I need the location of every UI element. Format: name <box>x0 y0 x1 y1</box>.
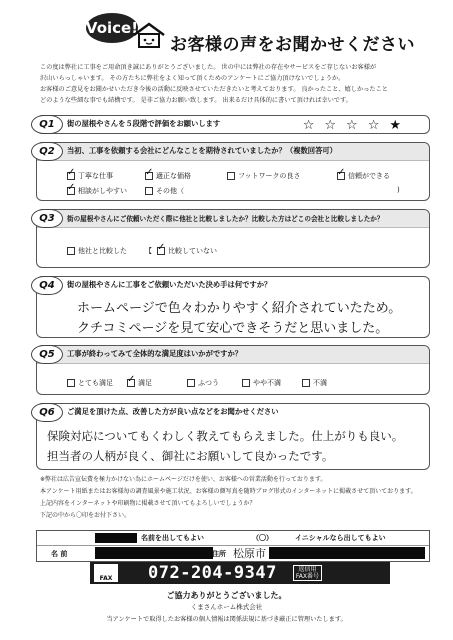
option-easy-consult[interactable]: ✓ 相談がしやすい <box>67 186 127 196</box>
fax-number[interactable]: 072-204-9347 <box>148 563 277 583</box>
question-number: Q5 <box>31 345 63 364</box>
footnote: 本アンケート用紙またはお客様毎の調査風景や施工状況、お客様の顔写真を随時ブログ形式のインターネットに掲載させて頂いております。 <box>40 488 417 495</box>
fax-tag: 返信用 FAX番号 <box>293 565 322 581</box>
question-text: 工事が終わってみて全体的な満足度はいかがですか？ <box>67 349 243 358</box>
option-slightly-dissatisfied[interactable]: やや不満 <box>242 378 281 388</box>
question-5 <box>36 345 430 395</box>
question-number: Q6 <box>31 403 63 422</box>
question-1 <box>36 115 430 134</box>
question-number: Q1 <box>31 115 63 134</box>
fax-icon: FAX <box>94 564 118 582</box>
checkbox[interactable] <box>302 379 310 387</box>
option-trust[interactable]: ✓ 信頼ができる <box>337 171 390 181</box>
checkbox[interactable] <box>67 187 75 195</box>
option-careful-work[interactable]: ✓ 丁寧な仕事 <box>67 171 113 181</box>
option-footwork[interactable]: フットワークの良さ <box>227 171 301 181</box>
question-text: 街の屋根やさんに工事をご依頼いただいた決め手は何ですか？ <box>67 280 272 289</box>
option-name-ok[interactable]: 名前を出してもよい <box>141 534 204 542</box>
privacy-notice: 当アンケートで取得したお客様の個人情報は関係法規に基づき厳正に管理いたします。 <box>106 616 347 623</box>
bracket: 【 <box>145 247 152 255</box>
checkbox[interactable] <box>67 379 75 387</box>
checkbox[interactable] <box>145 187 153 195</box>
footnote: ※弊社は広告宣伝費を極力かけない為にホームページだけを使い、お客様への営業活動を行っております。 <box>40 476 327 483</box>
question-text: 街の屋根やさんにご依頼いただく際に他社と比較しましたか？比較した方はどこの会社と比較しましたか？ <box>67 215 384 223</box>
initial-mark: （〇） <box>252 534 273 542</box>
handwritten-answer-line: 保険対応についてもくわしく教えてもらえました。仕上がりも良い。 <box>47 429 404 443</box>
question-2 <box>36 142 430 201</box>
question-text: 当初、工事を依頼する会社にどんなことを期待されていましたか？（複数回答可） <box>67 146 337 155</box>
option-dissatisfied[interactable]: 不満 <box>302 378 327 388</box>
fax-bar <box>90 562 390 584</box>
company-name: くまさんホーム株式会社 <box>190 603 263 611</box>
checkbox[interactable] <box>67 172 75 180</box>
star-rating[interactable] <box>303 118 411 133</box>
checkbox[interactable] <box>187 379 195 387</box>
house-icon <box>132 22 166 48</box>
checkbox[interactable] <box>227 172 235 180</box>
footnote: 上記内容をインターネットや印刷物に掲載させて頂いてもよろしいでしょうか？ <box>40 500 256 507</box>
checkbox[interactable] <box>67 247 75 255</box>
star-icon[interactable]: ☆ <box>367 118 390 133</box>
option-compared[interactable]: 他社と比較した <box>67 246 127 256</box>
voice-badge: Voice! <box>86 13 138 43</box>
handwritten-answer-line: クチコミページを見て安心できそうだと思いました。 <box>77 321 389 336</box>
name-label: 名 前 <box>51 550 68 558</box>
handwritten-answer-line: 担当者の人柄が良く、御社にお願いして良かったです。 <box>47 449 334 463</box>
checkbox[interactable] <box>127 379 135 387</box>
thanks-text: ご協力ありがとうございました。 <box>166 591 287 600</box>
redacted-address <box>269 547 425 559</box>
handwritten-answer-line: ホームページで色々わかりやすく紹介されていたため。 <box>77 301 402 316</box>
checkbox[interactable] <box>157 247 165 255</box>
option-not-compared[interactable]: ✓ 比較していない <box>157 246 217 256</box>
star-icon[interactable]: ☆ <box>302 118 325 133</box>
redacted-name <box>95 547 213 559</box>
checkbox[interactable] <box>145 172 153 180</box>
checkbox[interactable] <box>337 172 345 180</box>
option-initial-ok[interactable]: イニシャルなら出してもよい <box>295 534 386 542</box>
intro-text: この度は弊社に工事をご用命頂き誠にありがとうございました。 世の中には弊社の存在やサービスをご存じないお客様が 沢山いらっしゃいます。 その方たちに弊社をよく知って頂くためのアンケートにご協力頂けないでしょうか。 お客様のご意見をお聞かせいただき今後の活動に反映させていただきたいと考えております。 良かったこと、嬉しかったこと どのような些細な事でも結構です。 是非ご協力お願い致します。 出来るだけ具体的に書いて頂ければ幸いです。 <box>40 64 388 104</box>
consent-box <box>36 530 430 562</box>
option-other[interactable]: その他（ <box>145 186 184 196</box>
star-icon[interactable]: ★ <box>389 118 411 133</box>
question-text: ご満足を頂けた点、改善した方が良い点などをお聞かせください <box>67 407 279 416</box>
star-icon[interactable]: ☆ <box>324 118 347 133</box>
question-number: Q4 <box>31 276 63 295</box>
footnote: 下記の中から〇印をお付下さい。 <box>40 512 131 519</box>
question-number: Q3 <box>31 209 63 228</box>
option-neutral[interactable]: ふつう <box>187 378 219 388</box>
option-very-satisfied[interactable]: とても満足 <box>67 378 113 388</box>
address-value: 松原市 <box>233 547 266 560</box>
address-label: ご住所 <box>205 550 226 558</box>
checkbox[interactable] <box>242 379 250 387</box>
question-3 <box>36 209 430 268</box>
option-satisfied[interactable]: ✓ 満足 <box>127 378 152 388</box>
star-icon[interactable]: ☆ <box>346 118 368 133</box>
close-paren: ) <box>397 186 400 194</box>
question-text: 街の屋根やさんを５段階で評価をお願いします <box>67 119 221 128</box>
question-6 <box>36 403 430 470</box>
page-title: お客様の声をお聞かせください <box>170 35 415 55</box>
option-fair-price[interactable]: ✓ 適正な価格 <box>145 171 191 181</box>
redacted-mark <box>95 533 137 543</box>
question-4 <box>36 276 430 338</box>
question-number: Q2 <box>31 142 63 161</box>
